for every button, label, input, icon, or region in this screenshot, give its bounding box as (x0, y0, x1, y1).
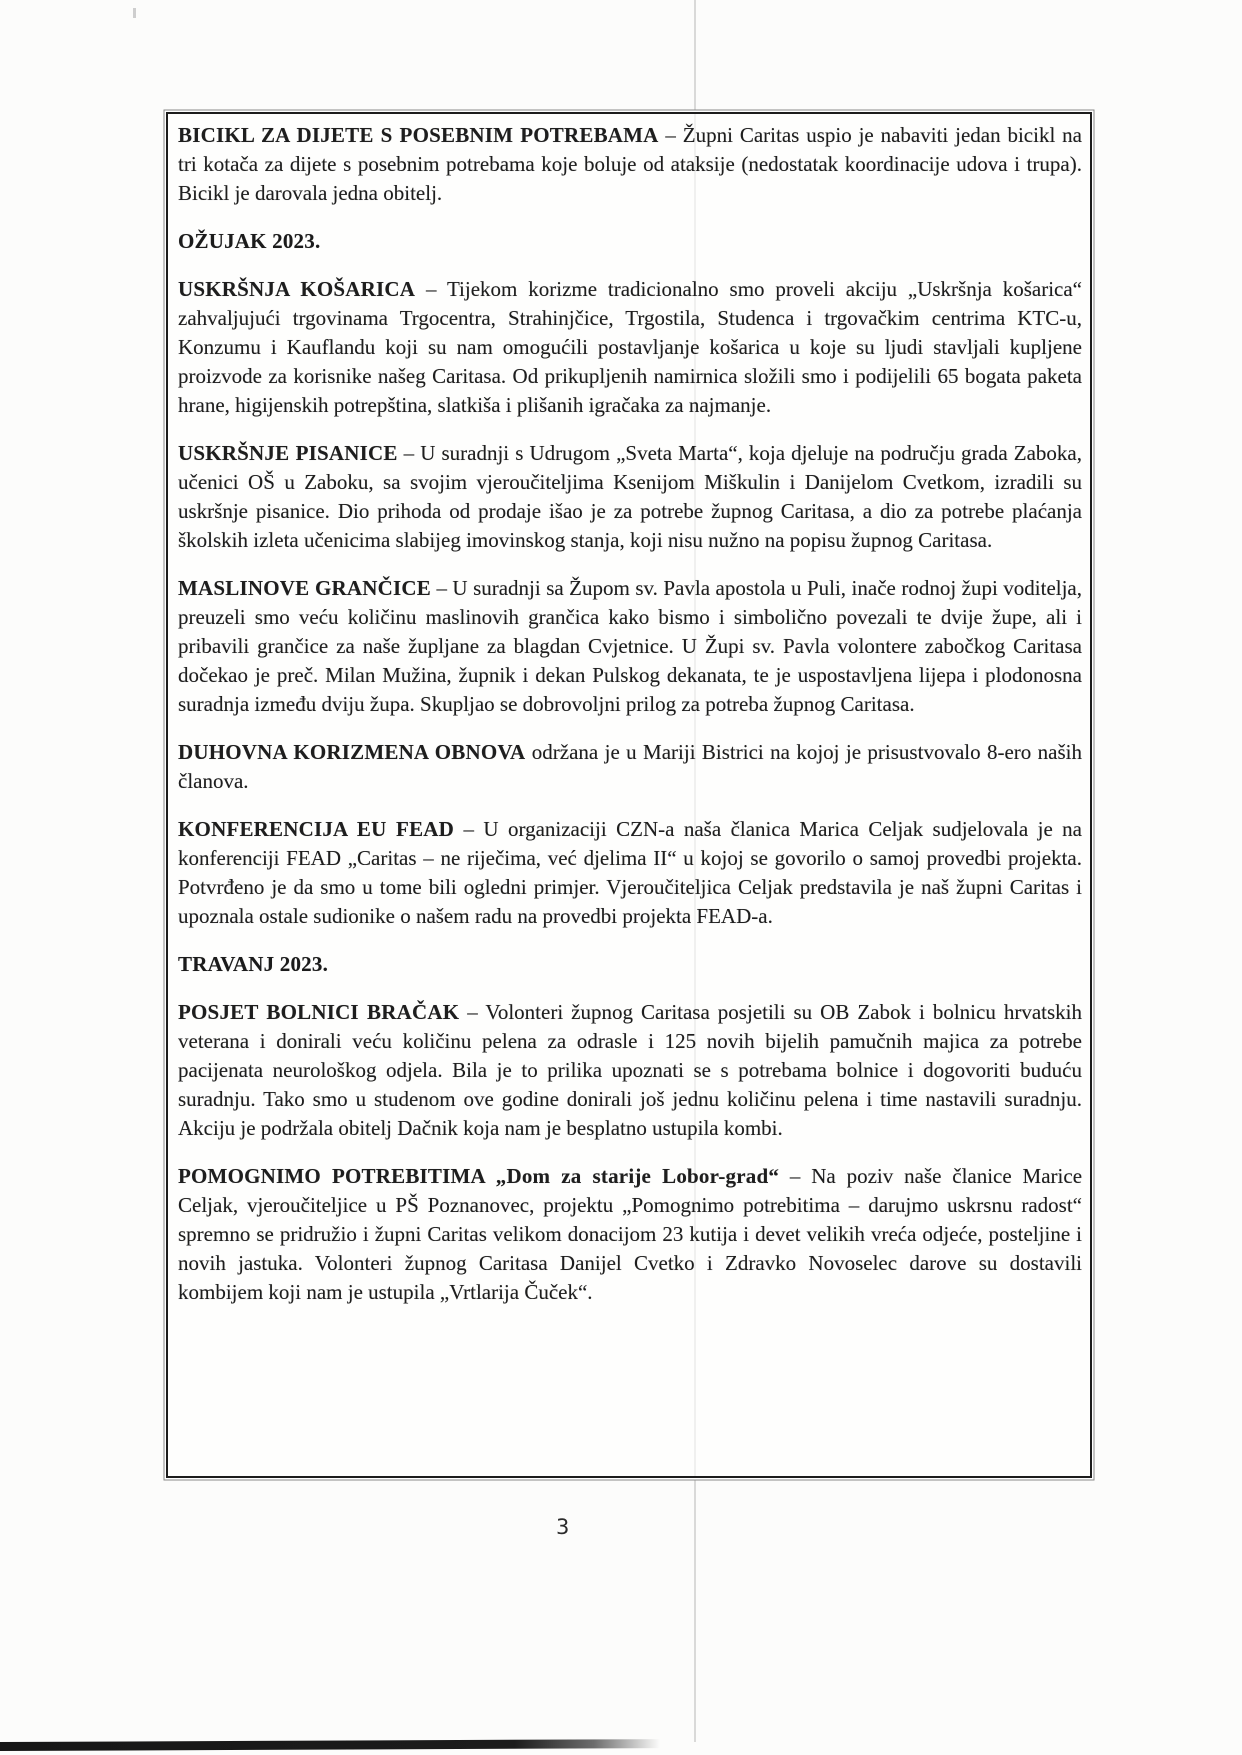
entry-body: održana je u Mariji Bistrici na kojoj je prisustvovalo 8-ero naših članova. (178, 740, 1083, 793)
entry-title: MASLINOVE GRANČICE (178, 576, 431, 600)
month-heading-travanj: TRAVANJ 2023. (178, 952, 329, 976)
scan-edge-artifact (0, 1739, 660, 1751)
entry-title: BICIKL ZA DIJETE S POSEBNIM POTREBAMA (178, 123, 659, 147)
report-entry-duhovna-obnova (178, 738, 1082, 796)
entry-body: – U organizaciji CZN-a naša članica Marica Celjak sudjelovala je na konferenciji FEAD „Caritas – ne riječima, već djelima II“ u kojoj se govorilo o samoj provedbi projekta. Potvrđeno je da smo u tome bili ogledni primjer. Vjeroučiteljica Celjak predstavila je naš župni Caritas i upoznala ostale sudionike o našem radu na provedbi projekta FEAD-a. (178, 817, 1082, 928)
entry-title: KONFERENCIJA EU FEAD (178, 817, 455, 841)
scan-speck (133, 8, 136, 18)
report-entry-uskrsnje-pisanice (178, 439, 1082, 555)
entry-body: – Tijekom korizme tradicionalno smo proveli akciju „Uskršnja košarica“ zahvaljujući trgovinama Trgocentra, Strahinjčice, Trgostila, Studenca i trgovačkim centrima KTC-u, Konzumu i Kauflandu koji su nam omogućili postavljanje košarica u koje su ljudi stavljali kupljene proizvode za korisnike našeg Caritasa. Od prikupljenih namirnica složili smo i podijelili 65 bogata paketa hrane, higijenskih potrepština, slatkiša i plišanih igračaka za najmanje. (178, 277, 1083, 417)
report-entry-konferencija-fead (178, 815, 1082, 931)
entry-title: POSJET BOLNICI BRAČAK (178, 1000, 460, 1024)
report-entry-bicikl (178, 121, 1082, 208)
entry-title: USKRŠNJE PISANICE (178, 441, 398, 465)
page-number: 3 (556, 1515, 570, 1539)
entry-body: – U suradnji s Udrugom „Sveta Marta“, koja djeluje na području grada Zaboka, učenici OŠ u Zaboku, sa svojim vjeroučiteljima Ksenijom Miškulin i Danijelom Cvetkom, izradili su uskršnje pisanice. Dio prihoda od prodaje išao je za potrebe župnog Caritasa, a dio za potrebe plaćanja školskih izleta učenicima slabijeg imovinskog stanja, koji nisu nužno na popisu župnog Caritasa. (178, 441, 1082, 552)
month-heading-ozujak: OŽUJAK 2023. (178, 229, 321, 253)
entry-title: USKRŠNJA KOŠARICA (178, 277, 416, 301)
entry-title: POMOGNIMO POTREBITIMA „Dom za starije Lobor-grad“ (178, 1164, 780, 1188)
entry-body: – Volonteri župnog Caritasa posjetili su OB Zabok i bolnicu hrvatskih veterana i donirali veću količinu pelena za odrasle i 125 novih bijelih pamučnih majica za potrebe pacijenata neurološkog odjela. Bila je to prilika upoznati se s potrebama bolnice i dogovoriti buduću suradnju. Tako smo u studenom ove godine donirali još jednu količinu pelena i time nastavili suradnju. Akciju je podržala obitelj Dačnik koja nam je besplatno ustupila kombi. (178, 1000, 1083, 1140)
entry-title: DUHOVNA KORIZMENA OBNOVA (178, 740, 526, 764)
entry-body: – U suradnji sa Župom sv. Pavla apostola u Puli, inače rodnoj župi voditelja, preuzeli smo veću količinu maslinovih grančica kako bismo i simbolično povezali te dvije župe, ali i pribavili grančice za naše župljane za blagdan Cvjetnice. U Župi sv. Pavla volontere zabočkog Caritasa dočekao je preč. Milan Mužina, župnik i dekan Pulskog dekanata, te je uspostavljena lijepa i plodonosna suradnja između dviju župa. Skupljao se dobrovoljni prilog za potreba župnog Caritasa. (178, 576, 1083, 716)
report-entry-uskrsnja-kosarica (178, 275, 1082, 420)
report-border-box (166, 112, 1092, 1478)
report-entry-posjet-bolnici (178, 998, 1082, 1143)
report-entry-maslinove-grancice (178, 574, 1082, 719)
entry-body: – Na poziv naše članice Marice Celjak, vjeroučiteljice u PŠ Poznanovec, projektu „Pomognimo potrebitima – darujmo uskrsnu radost“ spremno se pridružio i župni Caritas velikom donacijom 23 kutija i devet velikih vreća odjeće, posteljine i novih jastuka. Volonteri župnog Caritasa Danijel Cvetko i Zdravko Novoselec darove su dostavili kombijem koji nam je ustupila „Vrtlarija Čuček“. (178, 1164, 1083, 1304)
entry-body: – Župni Caritas uspio je nabaviti jedan bicikl na tri kotača za dijete s posebnim potrebama koje boluje od ataksije (nedostatak koordinacije udova i trupa). Bicikl je darovala jedna obitelj. (178, 123, 1082, 205)
report-entry-pomognimo-potrebitima (178, 1162, 1082, 1307)
